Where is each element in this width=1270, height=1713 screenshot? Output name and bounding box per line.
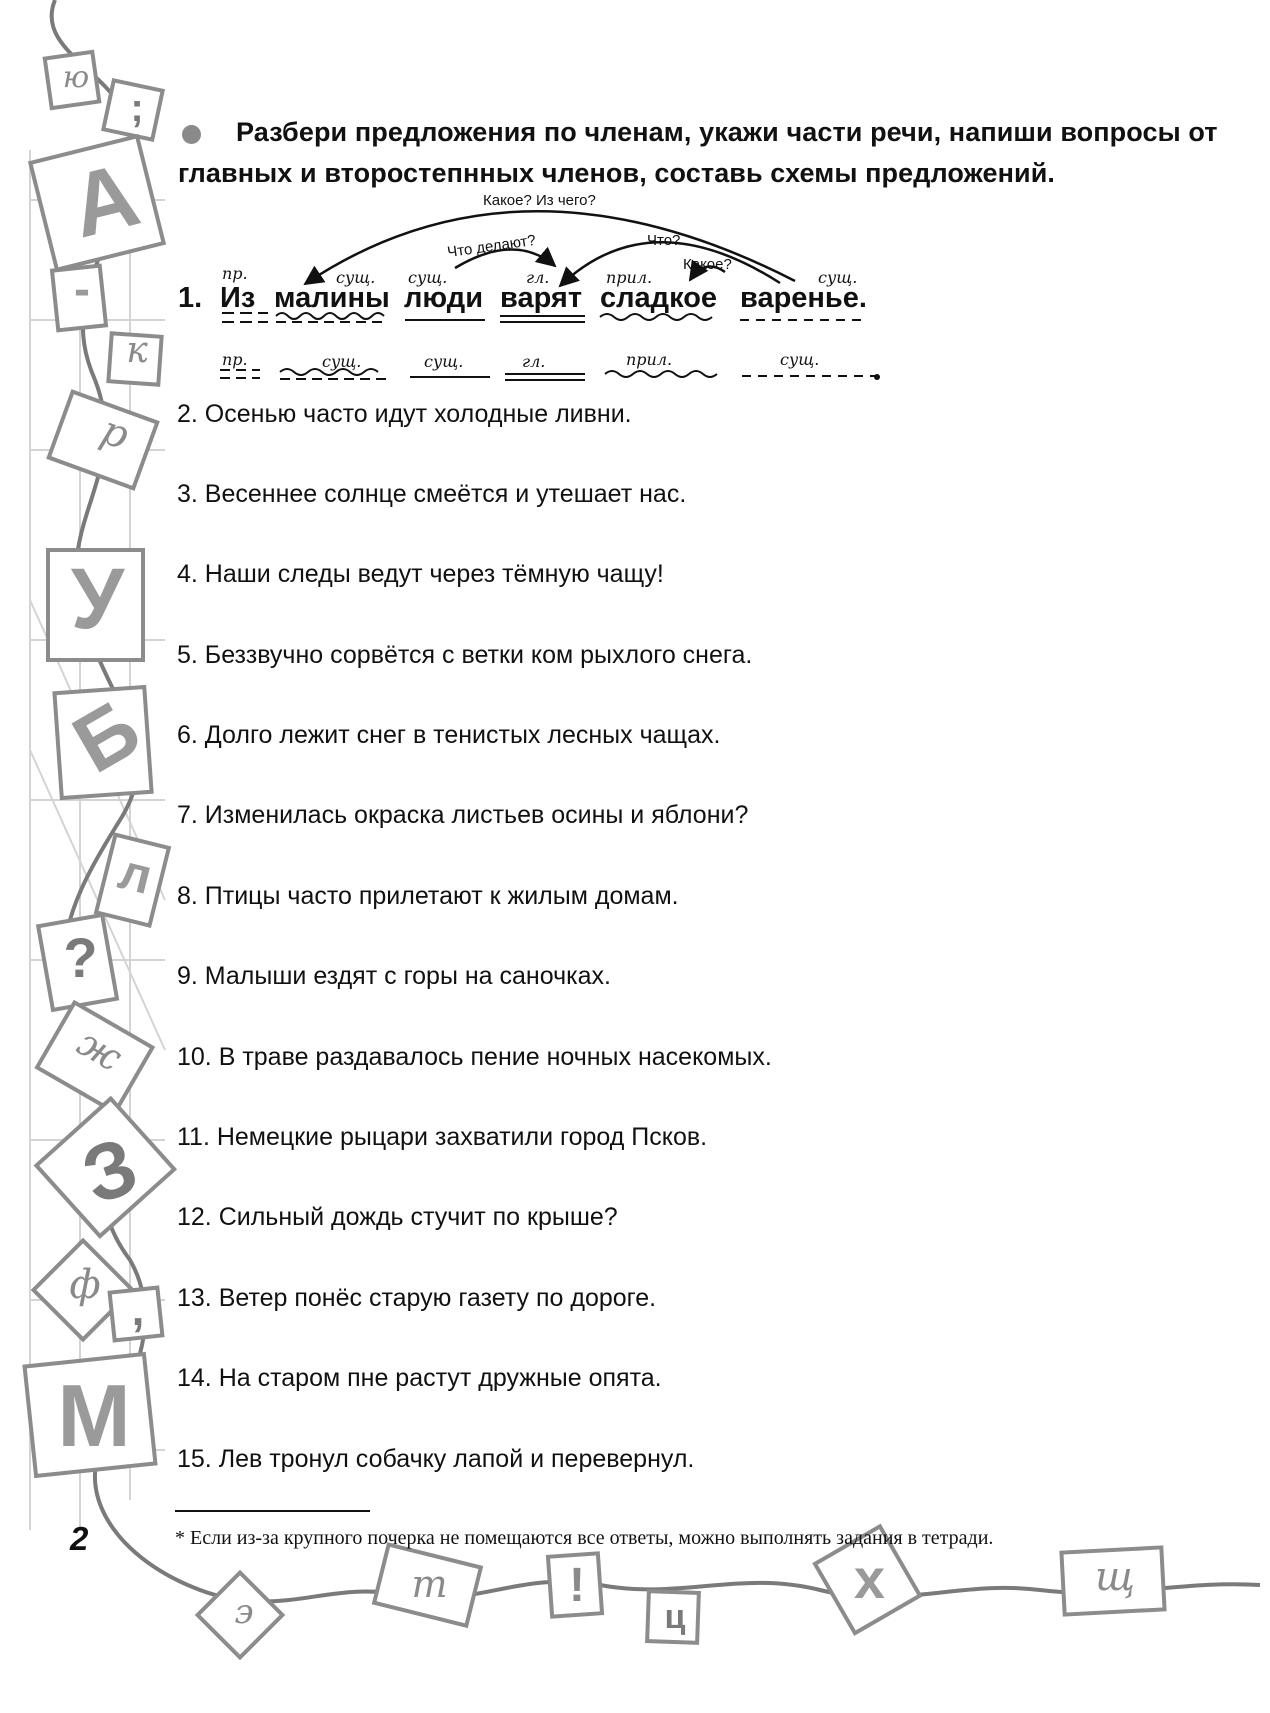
tile-letter: З (71, 1120, 149, 1221)
sentence: 7. Изменилась окраска листьев осины и яблони? (177, 801, 749, 829)
sentence: 10. В траве раздавалось пение ночных насекомых. (177, 1043, 772, 1071)
tile-letter: ; (130, 86, 144, 130)
pos-tag: сущ. (818, 268, 858, 287)
scheme-tag: прил. (626, 350, 673, 369)
tile-letter: М (57, 1366, 131, 1465)
sentence: 4. Наши следы ведут через тёмную чащу! (177, 560, 664, 588)
tile-letter: ф (69, 1262, 101, 1308)
sentence: 3. Весеннее солнце смеётся и утешает нас. (177, 480, 687, 508)
pos-tag: гл. (526, 268, 550, 287)
sentence: 5. Беззвучно сорвётся с ветки ком рыхлого снега. (177, 641, 753, 669)
example-word: люди (404, 282, 484, 314)
tile-letter: ж (70, 1020, 130, 1080)
question-label: Что делают? (446, 231, 537, 262)
footnote-rule (175, 1510, 370, 1512)
tile-letter: р (95, 407, 135, 459)
tile-letter: л (113, 842, 158, 906)
question-label: Что? (647, 232, 681, 249)
tile-letter: ц (664, 1598, 686, 1636)
tile-letter: х (853, 1547, 886, 1610)
scheme-tag: пр. (222, 350, 248, 369)
pos-tag: сущ. (408, 268, 448, 287)
example-word: варенье. (740, 282, 867, 314)
sentence: 12. Сильный дождь стучит по крыше? (177, 1203, 618, 1231)
scheme-tag: сущ. (780, 350, 820, 369)
scheme-tag: сущ. (322, 352, 362, 371)
tile-letter: щ (1094, 1554, 1136, 1600)
pos-tag: сущ. (336, 268, 376, 287)
sentence: 6. Долго лежит снег в тенистых лесных чащах. (177, 721, 721, 749)
scheme-tag: гл. (522, 352, 546, 371)
sentence: 15. Лев тронул собачку лапой и перевернул. (177, 1445, 695, 1473)
example-word: малины (274, 282, 390, 314)
pos-tag: прил. (606, 268, 653, 287)
tile-letter: ? (63, 926, 98, 989)
example-number: 1. (178, 282, 203, 314)
sentence: 9. Малыши ездят с горы на саночках. (177, 962, 611, 990)
question-label: Какое? (683, 256, 732, 273)
example-word: Из (220, 282, 256, 314)
tile-letter: э (234, 1592, 254, 1632)
scheme-tag: сущ. (424, 352, 464, 371)
task-instruction: Разбери предложения по членам, укажи части речи, напиши вопросы от главных и второстепнных членов, составь схемы предложений. (178, 117, 1218, 188)
tile-letter: т (411, 1562, 448, 1606)
tile-letter: А (61, 144, 149, 258)
sentence: 11. Немецкие рыцари захватили город Псков. (177, 1123, 708, 1151)
tile-letter: Б (58, 682, 156, 791)
tile-letter: ! (569, 1559, 585, 1612)
footnote: * Если из-за крупного почерка не помещаются все ответы, можно выполнять задания в тетради. (175, 1527, 994, 1549)
sentence: 8. Птицы часто прилетают к жилым домам. (177, 882, 679, 910)
example-arrows (0, 0, 1270, 400)
tile-letter: ю (62, 60, 90, 95)
page-number: 2 (70, 1520, 89, 1557)
sentence: 14. На старом пне растут дружные опята. (177, 1364, 662, 1392)
example-word: варят (500, 282, 583, 314)
question-label: Какое? Из чего? (483, 192, 596, 209)
tile-letter: к (126, 330, 148, 371)
sentence: 2. Осенью часто идут холодные ливни. (177, 400, 632, 428)
sentence: 13. Ветер понёс старую газету по дороге. (177, 1284, 657, 1312)
pos-tag: пр. (222, 264, 248, 283)
tile-letter: У (70, 551, 125, 647)
tile-letter: , (131, 1283, 145, 1335)
tile-letter: - (74, 263, 90, 316)
example-word: сладкое (600, 282, 718, 314)
